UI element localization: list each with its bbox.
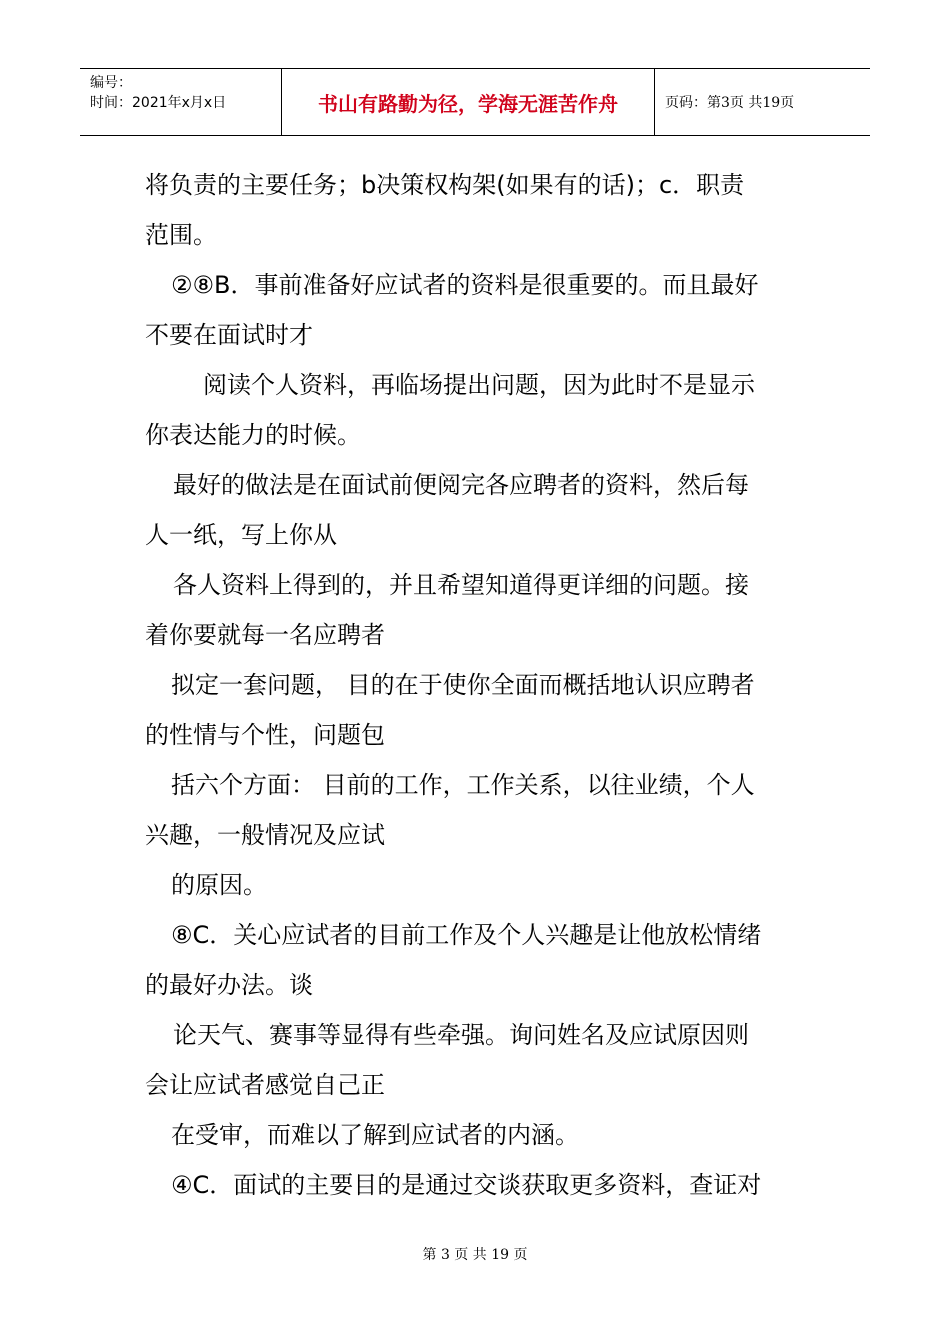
text-line: 最好的做法是在面试前便阅完各应聘者的资料，然后每	[173, 471, 749, 499]
text-line: 兴趣，一般情况及应试	[145, 821, 385, 849]
text-line: 各人资料上得到的，并且希望知道得更详细的问题。接	[173, 571, 749, 599]
text-line: 范围。	[145, 221, 217, 249]
text-line: 的性情与个性，问题包	[145, 721, 385, 749]
text-line: 的最好办法。谈	[145, 971, 313, 999]
text-line: 会让应试者感觉自己正	[145, 1071, 385, 1099]
text-line: 将负责的主要任务；b决策权构架(如果有的话)；c．职责	[145, 171, 745, 199]
number-label: 编号：	[90, 75, 132, 91]
text-line: ⑧C．关心应试者的目前工作及个人兴趣是让他放松情绪	[171, 921, 762, 949]
text-line: 着你要就每一名应聘者	[145, 621, 385, 649]
text-line: ④C．面试的主要目的是通过交谈获取更多资料，查证对	[171, 1171, 762, 1199]
text-line: 括六个方面： 目前的工作，工作关系，以往业绩，个人	[171, 771, 755, 799]
page-header	[80, 68, 870, 136]
page-footer: 第 3 页 共 19 页	[422, 1247, 528, 1263]
text-line: 人一纸，写上你从	[145, 521, 337, 549]
text-line: 论天气、赛事等显得有些牵强。询问姓名及应试原因则	[173, 1021, 749, 1049]
header-motto: 书山有路勤为径，学海无涯苦作舟	[282, 69, 655, 135]
text-line: 拟定一套问题， 目的在于使你全面而概括地认识应聘者	[171, 671, 755, 699]
text-line: 阅读个人资料，再临场提出问题，因为此时不是显示	[203, 371, 755, 399]
text-line: 在受审，而难以了解到应试者的内涵。	[171, 1121, 579, 1149]
text-line: ②⑧B．事前准备好应试者的资料是很重要的。而且最好	[171, 271, 759, 299]
header-page-info: 页码：第3页 共19页	[665, 95, 795, 111]
time-label: 时间：2021年x月x日	[90, 95, 227, 111]
text-line: 你表达能力的时候。	[145, 421, 361, 449]
text-line: 的原因。	[171, 871, 267, 899]
text-line: 不要在面试时才	[145, 321, 313, 349]
header-meta	[80, 69, 282, 135]
